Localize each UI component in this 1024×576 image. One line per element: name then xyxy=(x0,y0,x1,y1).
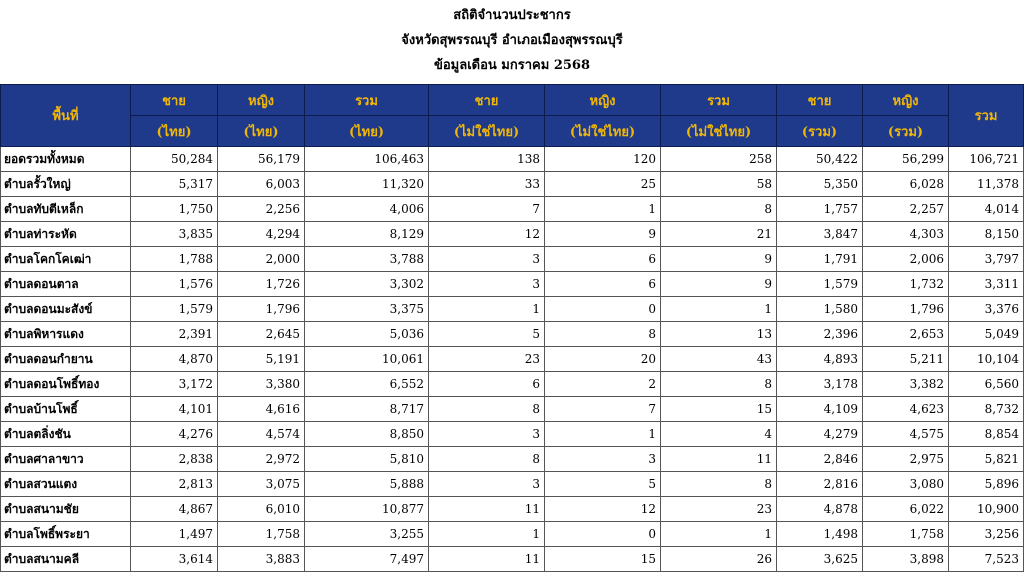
value-cell: 58 xyxy=(661,172,777,197)
header-female-thai-sub: (ไทย) xyxy=(218,116,305,147)
value-cell: 4,623 xyxy=(863,397,949,422)
value-cell: 9 xyxy=(661,272,777,297)
value-cell: 3 xyxy=(429,272,545,297)
value-cell: 4,101 xyxy=(131,397,218,422)
value-cell: 8,129 xyxy=(305,222,429,247)
value-cell: 12 xyxy=(545,497,661,522)
value-cell: 7,523 xyxy=(949,547,1024,572)
header-area: พื้นที่ xyxy=(1,85,131,147)
table-row xyxy=(1,497,1024,522)
value-cell: 3,797 xyxy=(949,247,1024,272)
value-cell: 6,552 xyxy=(305,372,429,397)
value-cell: 5 xyxy=(429,322,545,347)
area-name-cell: ตำบลโพธิ์พระยา xyxy=(1,522,131,547)
value-cell: 6,022 xyxy=(863,497,949,522)
value-cell: 5,888 xyxy=(305,472,429,497)
value-cell: 3,380 xyxy=(218,372,305,397)
value-cell: 3,302 xyxy=(305,272,429,297)
value-cell: 6 xyxy=(545,247,661,272)
value-cell: 2,645 xyxy=(218,322,305,347)
table-row xyxy=(1,522,1024,547)
value-cell: 6,560 xyxy=(949,372,1024,397)
value-cell: 2,972 xyxy=(218,447,305,472)
value-cell: 6 xyxy=(429,372,545,397)
value-cell: 3 xyxy=(429,247,545,272)
value-cell: 1 xyxy=(545,422,661,447)
header-total-nonthai: รวม xyxy=(661,85,777,116)
value-cell: 10,900 xyxy=(949,497,1024,522)
header-female-all: หญิง xyxy=(863,85,949,116)
value-cell: 2,396 xyxy=(777,322,863,347)
title-line-2: จังหวัดสุพรรณบุรี อำเภอเมืองสุพรรณบุรี xyxy=(401,33,623,48)
value-cell: 11 xyxy=(429,497,545,522)
value-cell: 26 xyxy=(661,547,777,572)
value-cell: 8 xyxy=(661,372,777,397)
value-cell: 50,284 xyxy=(131,147,218,172)
value-cell: 120 xyxy=(545,147,661,172)
area-name-cell: ตำบลดอนตาล xyxy=(1,272,131,297)
value-cell: 3,898 xyxy=(863,547,949,572)
value-cell: 3,075 xyxy=(218,472,305,497)
value-cell: 2 xyxy=(545,372,661,397)
area-name-cell: ตำบลดอนมะสังข์ xyxy=(1,297,131,322)
value-cell: 3,256 xyxy=(949,522,1024,547)
value-cell: 56,179 xyxy=(218,147,305,172)
value-cell: 4,867 xyxy=(131,497,218,522)
table-row xyxy=(1,547,1024,572)
value-cell: 3,178 xyxy=(777,372,863,397)
header-male-all: ชาย xyxy=(777,85,863,116)
table-row xyxy=(1,472,1024,497)
value-cell: 10,061 xyxy=(305,347,429,372)
header-male-nonthai: ชาย xyxy=(429,85,545,116)
value-cell: 3,255 xyxy=(305,522,429,547)
value-cell: 5,036 xyxy=(305,322,429,347)
value-cell: 2,257 xyxy=(863,197,949,222)
value-cell: 1,579 xyxy=(777,272,863,297)
value-cell: 1,750 xyxy=(131,197,218,222)
area-name-cell: ตำบลบ้านโพธิ์ xyxy=(1,397,131,422)
value-cell: 2,006 xyxy=(863,247,949,272)
value-cell: 11,378 xyxy=(949,172,1024,197)
value-cell: 1,757 xyxy=(777,197,863,222)
value-cell: 8,732 xyxy=(949,397,1024,422)
table-row xyxy=(1,197,1024,222)
value-cell: 6,003 xyxy=(218,172,305,197)
value-cell: 25 xyxy=(545,172,661,197)
value-cell: 8 xyxy=(661,197,777,222)
value-cell: 1,576 xyxy=(131,272,218,297)
value-cell: 2,813 xyxy=(131,472,218,497)
value-cell: 4,279 xyxy=(777,422,863,447)
value-cell: 4,109 xyxy=(777,397,863,422)
value-cell: 1 xyxy=(429,522,545,547)
value-cell: 5,191 xyxy=(218,347,305,372)
area-name-cell: ตำบลรั้วใหญ่ xyxy=(1,172,131,197)
value-cell: 5,049 xyxy=(949,322,1024,347)
value-cell: 3,614 xyxy=(131,547,218,572)
value-cell: 3 xyxy=(545,447,661,472)
value-cell: 56,299 xyxy=(863,147,949,172)
table-row xyxy=(1,222,1024,247)
value-cell: 8 xyxy=(429,397,545,422)
area-name-cell: ยอดรวมทั้งหมด xyxy=(1,147,131,172)
value-cell: 4,616 xyxy=(218,397,305,422)
value-cell: 8,850 xyxy=(305,422,429,447)
value-cell: 15 xyxy=(661,397,777,422)
value-cell: 2,000 xyxy=(218,247,305,272)
table-row xyxy=(1,247,1024,272)
header-female-thai: หญิง xyxy=(218,85,305,116)
value-cell: 5,810 xyxy=(305,447,429,472)
value-cell: 11,320 xyxy=(305,172,429,197)
area-name-cell: ตำบลดอนโพธิ์ทอง xyxy=(1,372,131,397)
value-cell: 4,294 xyxy=(218,222,305,247)
value-cell: 1,580 xyxy=(777,297,863,322)
value-cell: 3,376 xyxy=(949,297,1024,322)
value-cell: 138 xyxy=(429,147,545,172)
value-cell: 3,788 xyxy=(305,247,429,272)
value-cell: 2,653 xyxy=(863,322,949,347)
value-cell: 20 xyxy=(545,347,661,372)
title-line-1: สถิติจำนวนประชากร xyxy=(453,8,571,23)
value-cell: 4,870 xyxy=(131,347,218,372)
area-name-cell: ตำบลสนามคลี xyxy=(1,547,131,572)
value-cell: 3,375 xyxy=(305,297,429,322)
header-grand-total: รวม xyxy=(949,85,1024,147)
header-female-nonthai-sub: (ไม่ใช่ไทย) xyxy=(545,116,661,147)
value-cell: 258 xyxy=(661,147,777,172)
table-row xyxy=(1,372,1024,397)
value-cell: 8,150 xyxy=(949,222,1024,247)
value-cell: 106,463 xyxy=(305,147,429,172)
value-cell: 7,497 xyxy=(305,547,429,572)
header-male-thai-sub: (ไทย) xyxy=(131,116,218,147)
value-cell: 4,574 xyxy=(218,422,305,447)
header-total-nonthai-sub: (ไม่ใช่ไทย) xyxy=(661,116,777,147)
table-row xyxy=(1,297,1024,322)
value-cell: 50,422 xyxy=(777,147,863,172)
value-cell: 4 xyxy=(661,422,777,447)
area-name-cell: ตำบลโคกโคเฒ่า xyxy=(1,247,131,272)
value-cell: 5,896 xyxy=(949,472,1024,497)
value-cell: 1,732 xyxy=(863,272,949,297)
value-cell: 0 xyxy=(545,297,661,322)
value-cell: 4,303 xyxy=(863,222,949,247)
value-cell: 3,883 xyxy=(218,547,305,572)
value-cell: 4,575 xyxy=(863,422,949,447)
value-cell: 7 xyxy=(429,197,545,222)
value-cell: 8,854 xyxy=(949,422,1024,447)
value-cell: 11 xyxy=(429,547,545,572)
value-cell: 5 xyxy=(545,472,661,497)
table-row xyxy=(1,397,1024,422)
value-cell: 8 xyxy=(661,472,777,497)
value-cell: 15 xyxy=(545,547,661,572)
value-cell: 21 xyxy=(661,222,777,247)
value-cell: 6,028 xyxy=(863,172,949,197)
value-cell: 3,847 xyxy=(777,222,863,247)
value-cell: 1 xyxy=(545,197,661,222)
area-name-cell: ตำบลพิหารแดง xyxy=(1,322,131,347)
area-name-cell: ตำบลตลิ่งชัน xyxy=(1,422,131,447)
table-row xyxy=(1,347,1024,372)
value-cell: 4,014 xyxy=(949,197,1024,222)
value-cell: 2,846 xyxy=(777,447,863,472)
total-row xyxy=(1,147,1024,172)
value-cell: 3,835 xyxy=(131,222,218,247)
value-cell: 2,975 xyxy=(863,447,949,472)
value-cell: 3,080 xyxy=(863,472,949,497)
value-cell: 6 xyxy=(545,272,661,297)
report-title xyxy=(0,0,1024,84)
value-cell: 23 xyxy=(661,497,777,522)
area-name-cell: ตำบลสนามชัย xyxy=(1,497,131,522)
table-body xyxy=(1,147,1024,572)
table-row xyxy=(1,272,1024,297)
area-name-cell: ตำบลทับตีเหล็ก xyxy=(1,197,131,222)
value-cell: 8,717 xyxy=(305,397,429,422)
value-cell: 10,877 xyxy=(305,497,429,522)
value-cell: 5,211 xyxy=(863,347,949,372)
value-cell: 3,172 xyxy=(131,372,218,397)
value-cell: 2,816 xyxy=(777,472,863,497)
value-cell: 1 xyxy=(429,297,545,322)
value-cell: 1,758 xyxy=(218,522,305,547)
value-cell: 1,791 xyxy=(777,247,863,272)
header-total-thai-sub: (ไทย) xyxy=(305,116,429,147)
value-cell: 13 xyxy=(661,322,777,347)
value-cell: 5,350 xyxy=(777,172,863,197)
value-cell: 1 xyxy=(661,522,777,547)
area-name-cell: ตำบลดอนกำยาน xyxy=(1,347,131,372)
table-row xyxy=(1,172,1024,197)
value-cell: 2,256 xyxy=(218,197,305,222)
header-male-nonthai-sub: (ไม่ใช่ไทย) xyxy=(429,116,545,147)
value-cell: 1,796 xyxy=(218,297,305,322)
value-cell: 5,821 xyxy=(949,447,1024,472)
value-cell: 3 xyxy=(429,472,545,497)
value-cell: 9 xyxy=(661,247,777,272)
value-cell: 4,893 xyxy=(777,347,863,372)
value-cell: 1 xyxy=(661,297,777,322)
value-cell: 106,721 xyxy=(949,147,1024,172)
value-cell: 0 xyxy=(545,522,661,547)
value-cell: 10,104 xyxy=(949,347,1024,372)
value-cell: 1,788 xyxy=(131,247,218,272)
value-cell: 1,497 xyxy=(131,522,218,547)
value-cell: 1,498 xyxy=(777,522,863,547)
table-row xyxy=(1,422,1024,447)
value-cell: 8 xyxy=(545,322,661,347)
header-male-thai: ชาย xyxy=(131,85,218,116)
population-table xyxy=(0,84,1024,572)
value-cell: 9 xyxy=(545,222,661,247)
value-cell: 4,878 xyxy=(777,497,863,522)
value-cell: 5,317 xyxy=(131,172,218,197)
value-cell: 3,382 xyxy=(863,372,949,397)
area-name-cell: ตำบลศาลาขาว xyxy=(1,447,131,472)
value-cell: 3 xyxy=(429,422,545,447)
area-name-cell: ตำบลสวนแตง xyxy=(1,472,131,497)
value-cell: 4,276 xyxy=(131,422,218,447)
value-cell: 4,006 xyxy=(305,197,429,222)
value-cell: 1,758 xyxy=(863,522,949,547)
value-cell: 33 xyxy=(429,172,545,197)
area-name-cell: ตำบลท่าระหัด xyxy=(1,222,131,247)
value-cell: 12 xyxy=(429,222,545,247)
value-cell: 1,579 xyxy=(131,297,218,322)
value-cell: 1,726 xyxy=(218,272,305,297)
header-total-thai: รวม xyxy=(305,85,429,116)
value-cell: 2,838 xyxy=(131,447,218,472)
header-female-all-sub: (รวม) xyxy=(863,116,949,147)
value-cell: 2,391 xyxy=(131,322,218,347)
value-cell: 7 xyxy=(545,397,661,422)
value-cell: 23 xyxy=(429,347,545,372)
table-row xyxy=(1,322,1024,347)
value-cell: 3,311 xyxy=(949,272,1024,297)
value-cell: 1,796 xyxy=(863,297,949,322)
value-cell: 6,010 xyxy=(218,497,305,522)
value-cell: 8 xyxy=(429,447,545,472)
title-line-3: ข้อมูลเดือน มกราคม 2568 xyxy=(433,58,591,73)
value-cell: 3,625 xyxy=(777,547,863,572)
table-row xyxy=(1,447,1024,472)
header-male-all-sub: (รวม) xyxy=(777,116,863,147)
value-cell: 43 xyxy=(661,347,777,372)
header-female-nonthai: หญิง xyxy=(545,85,661,116)
value-cell: 11 xyxy=(661,447,777,472)
